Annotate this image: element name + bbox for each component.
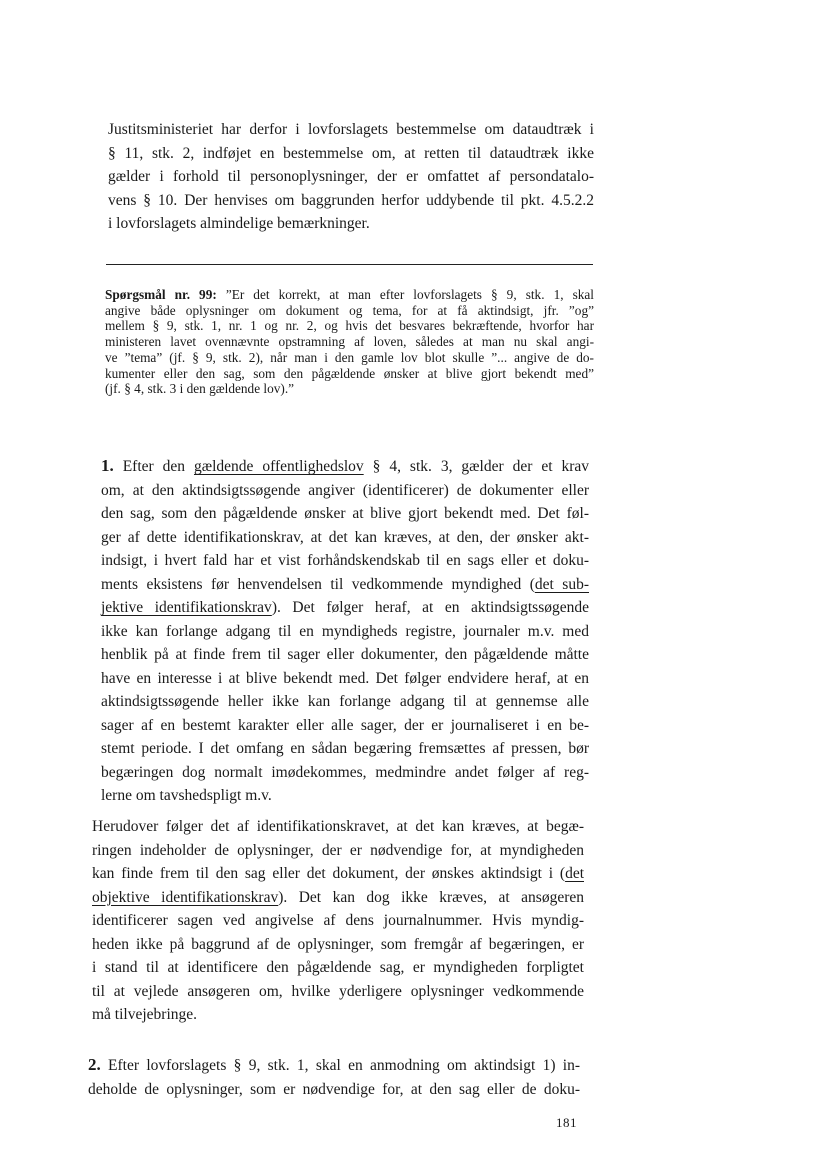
intro-line-5: i lovforslagets almindelige bemærkninger. <box>108 215 370 232</box>
answer-1b-line-6: heden ikke på baggrund af de oplysninger, som fremgår af begæringen, er <box>92 935 584 953</box>
objective-requirement-term-end: objektive identifikationskrav <box>92 888 279 906</box>
page-number: 181 <box>556 1115 577 1130</box>
subjective-requirement-term-start: det sub- <box>534 575 589 593</box>
answer-1-line-13: stemt periode. I det omfang en sådan begæring fremsættes af pressen, bør <box>101 740 589 757</box>
question-paragraph <box>105 287 594 397</box>
answer-1b-line-2: ringen indeholder de oplysninger, der er nødvendige for, at myndigheden <box>92 841 584 859</box>
section-divider <box>106 264 593 265</box>
law-reference: gældende offentlighedslov <box>193 458 364 475</box>
answer-1-line-7: jektive identifikationskrav). Det følger heraf, at en aktindsigtssøgende <box>101 599 589 616</box>
answer-1b-line-8: til at vejlede ansøgeren om, hvilke yderligere oplysninger vedkommende <box>92 982 584 1000</box>
answer-1-paragraph <box>101 454 589 808</box>
answer-1-line-10: have en interesse i at blive bekendt med. Det følger endvidere heraf, at en <box>101 669 589 687</box>
intro-line-1: Justitsministeriet har derfor i lovforslagets bestemmelse om dataudtræk i <box>108 121 594 138</box>
answer-1-line-3: den sag, som den pågældende ønsker at blive gjort bekendt med. Det føl- <box>101 505 589 522</box>
answer-1b-line-3: kan finde frem til den sag eller det dokument, der ønskes aktindsigt i (det <box>92 865 584 882</box>
question-line-2: angive både oplysninger om dokument og tema, for at få aktindsigt, jfr. ”og” <box>105 302 594 318</box>
answer-1-line-11: aktindsigtssøgende heller ikke kan forlange adgang til at gennemse alle <box>101 693 589 710</box>
answer-1b-line-1: Herudover følger det af identifikationskravet, at det kan kræves, at begæ- <box>92 818 584 835</box>
answer-2-line-1: 2. Efter lovforslagets § 9, stk. 1, skal en anmodning om aktindsigt 1) in- <box>88 1055 580 1074</box>
question-line-4: ministeren lavet ovennævnte opstramning af loven, således at man nu skal angi- <box>105 334 594 350</box>
intro-line-2: § 11, stk. 2, indføjet en bestemmelse om, at retten til dataudtræk ikke <box>108 144 594 162</box>
question-line-1-text: ”Er det korrekt, at man efter lovforslagets § 9, stk. 1, skal <box>216 287 594 302</box>
answer-1b-line-7: i stand til at identificere den pågældende sag, er myndigheden forpligtet <box>92 959 584 976</box>
question-line-6: kumenter eller den sag, som den pågældende ønsker at blive gjort bekendt med” <box>105 365 594 381</box>
subjective-requirement-term-end: jektive identifikationskrav <box>101 599 272 616</box>
answer-1b-line-9: må tilvejebringe. <box>92 1006 198 1023</box>
answer-1-line-2: om, at den aktindsigtssøgende angiver (identificerer) de dokumenter eller <box>101 481 589 499</box>
question-line-5: ve ”tema” (jf. § 9, stk. 2), når man i den gamle lov blot skulle ”... angive de do- <box>105 349 594 365</box>
answer-1-line-8: ikke kan forlange adgang til en myndigheds registre, journaler m.v. med <box>101 622 589 640</box>
answer-1-line-4: ger af dette identifikationskrav, at det kan kræves, at den, der ønsker akt- <box>101 528 589 546</box>
answer-1-line-6: ments eksistens før henvendelsen til vedkommende myndighed (det sub- <box>101 575 589 593</box>
answer-2-line-2: deholde de oplysninger, som er nødvendige for, at den sag eller de doku- <box>88 1080 580 1098</box>
answer-1-number: 1. <box>101 456 114 475</box>
answer-1b-line-4: objektive identifikationskrav). Det kan dog ikke kræves, at ansøgeren <box>92 888 584 906</box>
answer-1-continuation-paragraph <box>92 815 584 1027</box>
question-line-3: mellem § 9, stk. 1, nr. 1 og nr. 2, og hvis det besvares bekræftende, hvorfor har <box>105 318 594 334</box>
answer-2-paragraph <box>88 1053 580 1101</box>
intro-line-3: gælder i forhold til personoplysninger, der er omfattet af persondatalo- <box>108 168 594 185</box>
answer-1b-line-5: identificerer sagen ved angivelse af dens journalnummer. Hvis myndig- <box>92 912 584 929</box>
question-label: Spørgsmål nr. 99: <box>105 287 217 302</box>
question-line-7: (jf. § 4, stk. 3 i den gældende lov).” <box>105 381 295 397</box>
objective-requirement-term-start: det <box>565 865 584 882</box>
answer-1-line-1: 1. Efter den gældende offentlighedslov § 4, stk. 3, gælder der et krav <box>101 456 590 475</box>
question-line-1 <box>105 287 594 303</box>
answer-1-line-15: lerne om tavshedspligt m.v. <box>101 787 272 804</box>
intro-paragraph <box>108 118 594 236</box>
answer-1-line-9: henblik på at finde frem til sager eller dokumenter, den pågældende måtte <box>101 646 589 663</box>
answer-1-line-14: begæringen dog normalt imødekommes, medmindre andet følger af reg- <box>101 763 589 781</box>
answer-1-line-5: indsigt, i hvert fald har et vist forhåndskendskab til en sags eller et doku- <box>101 552 589 569</box>
answer-1-line-12: sager af en bestemt karakter eller alle sager, der er journaliseret i en be- <box>101 716 589 734</box>
answer-2-number: 2. <box>88 1055 101 1074</box>
intro-line-4: vens § 10. Der henvises om baggrunden herfor uddybende til pkt. 4.5.2.2 <box>108 191 594 209</box>
